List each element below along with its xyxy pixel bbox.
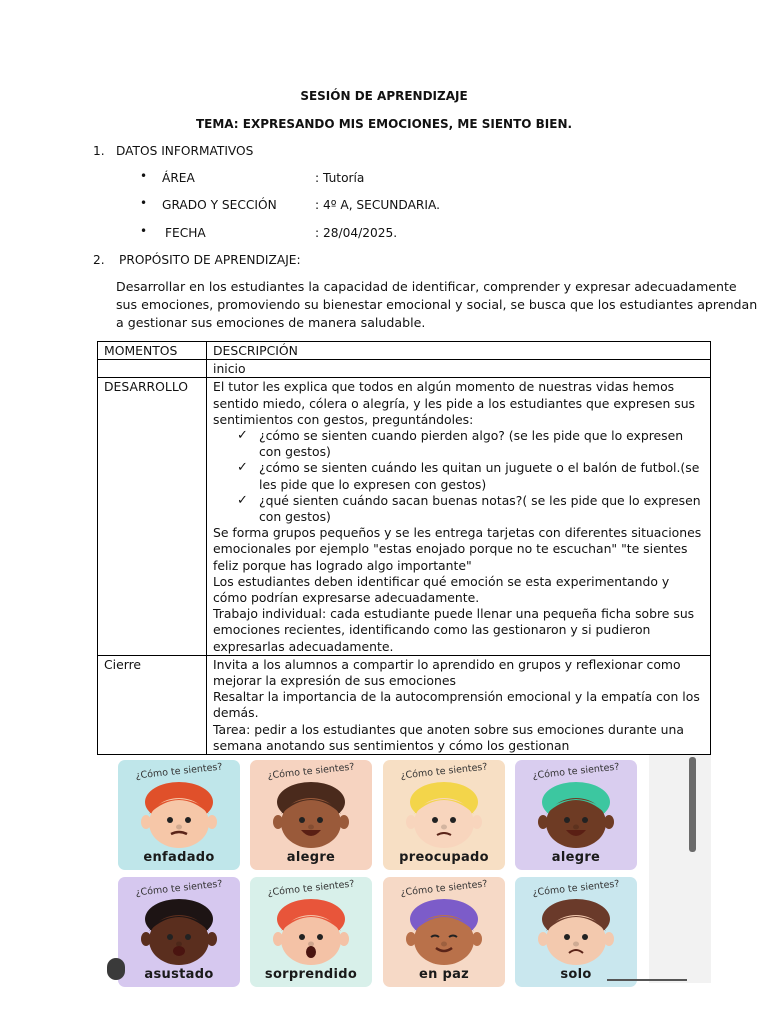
table-header-row <box>98 342 711 360</box>
list-item <box>237 428 704 460</box>
card-question: ¿Cómo te sientes? <box>267 878 355 899</box>
emotion-card <box>383 877 505 987</box>
emotion-face-icon <box>272 897 350 967</box>
info-value: : Tutoría <box>315 171 365 185</box>
emotion-card <box>118 877 240 987</box>
section-heading-proposito: PROPÓSITO DE APRENDIZAJE: <box>119 253 301 267</box>
emotion-card <box>515 877 637 987</box>
emotion-card <box>250 877 372 987</box>
cierre-label: Cierre <box>98 655 207 754</box>
desarrollo-paragraph: Los estudiantes deben identificar qué emoción se esta experimentando y cómo podrían expresarse adecuadamente. <box>213 573 670 606</box>
emotion-label: enfadado <box>143 850 215 865</box>
bullet-icon: • <box>140 196 148 210</box>
question-text: ¿cómo se sienten cuando pierden algo? (se les pide que lo expresen con gestos) <box>259 428 684 460</box>
emotion-face-icon <box>272 780 350 850</box>
emotion-label: sorprendido <box>264 967 358 982</box>
document-title: SESIÓN DE APRENDIZAJE <box>300 89 468 103</box>
emotion-card <box>515 760 637 870</box>
checkmark-icon: ✓ <box>237 428 248 444</box>
card-question: ¿Cómo te sientes? <box>135 878 223 899</box>
info-label: GRADO Y SECCIÓN <box>162 198 277 212</box>
scroll-handle-icon[interactable] <box>107 958 125 980</box>
card-question: ¿Cómo te sientes? <box>135 761 223 782</box>
header-momentos: MOMENTOS <box>98 342 207 360</box>
purpose-line: a gestionar sus emociones de manera saludable. <box>116 315 426 330</box>
desarrollo-description <box>207 378 711 655</box>
emotion-face-icon <box>405 897 483 967</box>
list-item <box>237 493 704 525</box>
desarrollo-label: DESARROLLO <box>98 378 207 655</box>
table-row <box>98 655 711 754</box>
table-row <box>98 378 711 655</box>
emotion-face-icon <box>140 897 218 967</box>
card-question: ¿Cómo te sientes? <box>532 761 620 782</box>
moments-table <box>97 341 711 755</box>
list-item <box>237 460 704 492</box>
section-number: 2. <box>93 253 105 267</box>
emotion-label: en paz <box>418 967 470 982</box>
desarrollo-paragraph: Trabajo individual: cada estudiante puede llenar una pequeña ficha sobre sus emociones recientes, identificando como las gestionaron y si pudieron expresarlas adecuadamente. <box>213 606 695 654</box>
emotion-card <box>383 760 505 870</box>
info-label: ÁREA <box>162 171 195 185</box>
bullet-icon: • <box>140 224 148 238</box>
cierre-paragraph: Tarea: pedir a los estudiantes que anoten sobre sus emociones durante una semana anotando sus sentimientos y cómo los gestionan <box>213 721 684 753</box>
section-number: 1. <box>93 144 105 158</box>
emotion-cards-image <box>113 755 711 983</box>
emotion-label: preocupado <box>399 850 489 865</box>
emotion-label: asustado <box>144 967 214 982</box>
emotion-card <box>118 760 240 870</box>
checkmark-icon: ✓ <box>237 460 248 476</box>
emotion-face-icon <box>537 897 615 967</box>
divider <box>607 979 687 981</box>
header-descripcion: DESCRIPCIÓN <box>207 342 711 360</box>
desarrollo-intro: El tutor les explica que todos en algún momento de nuestras vidas hemos sentido miedo, cólera o alegría, y les pide a los estudiantes que expresen sus sentimientos con gestos, preguntándoles: <box>213 379 696 427</box>
emotion-label: alegre <box>551 850 601 865</box>
emotion-label: solo <box>560 967 592 982</box>
info-value: : 28/04/2025. <box>315 226 398 240</box>
emotion-label: alegre <box>286 850 336 865</box>
purpose-line: sus emociones, promoviendo su bienestar emocional y social, se busca que los estudiantes aprendan <box>116 297 758 312</box>
scrollbar-thumb[interactable] <box>689 757 696 852</box>
question-list <box>213 428 704 525</box>
card-question: ¿Cómo te sientes? <box>400 761 488 782</box>
session-theme: TEMA: EXPRESANDO MIS EMOCIONES, ME SIENTO BIEN. <box>195 117 573 131</box>
info-value: : 4º A, SECUNDARIA. <box>315 198 440 212</box>
section-heading-datos: DATOS INFORMATIVOS <box>116 144 254 158</box>
emotion-face-icon <box>405 780 483 850</box>
card-question: ¿Cómo te sientes? <box>400 878 488 899</box>
moment-cell-empty <box>98 360 207 378</box>
emotion-face-icon <box>140 780 218 850</box>
card-question: ¿Cómo te sientes? <box>532 878 620 899</box>
info-label: FECHA <box>165 226 206 240</box>
image-scrollbar[interactable] <box>649 755 711 983</box>
emotion-face-icon <box>537 780 615 850</box>
cierre-description <box>207 655 711 754</box>
card-question: ¿Cómo te sientes? <box>267 761 355 782</box>
question-text: ¿qué sienten cuándo sacan buenas notas?( se les pide que lo expresen con gestos) <box>259 492 701 525</box>
purpose-paragraph <box>116 278 758 332</box>
inicio-cell: inicio <box>207 360 711 378</box>
desarrollo-paragraph: Se forma grupos pequeños y se les entrega tarjetas con diferentes situaciones emocionales por ejemplo "estas enojado porque no te escuchan" "te sientes feliz porque has logrado algo importante" <box>213 525 702 573</box>
emotion-card <box>250 760 372 870</box>
bullet-icon: • <box>140 169 148 183</box>
cierre-paragraph: Invita a los alumnos a compartir lo aprendido en grupos y reflexionar como mejorar la expresión de sus emociones <box>213 656 681 689</box>
purpose-line: Desarrollar en los estudiantes la capacidad de identificar, comprender y expresar adecuadamente <box>116 279 737 294</box>
question-text: ¿cómo se sienten cuándo les quitan un juguete o el balón de futbol.(se les pide que lo expresen con gestos) <box>259 460 700 492</box>
checkmark-icon: ✓ <box>237 492 248 508</box>
table-row <box>98 360 711 378</box>
cierre-paragraph: Resaltar la importancia de la autocomprensión emocional y la empatía con los demás. <box>213 689 700 721</box>
